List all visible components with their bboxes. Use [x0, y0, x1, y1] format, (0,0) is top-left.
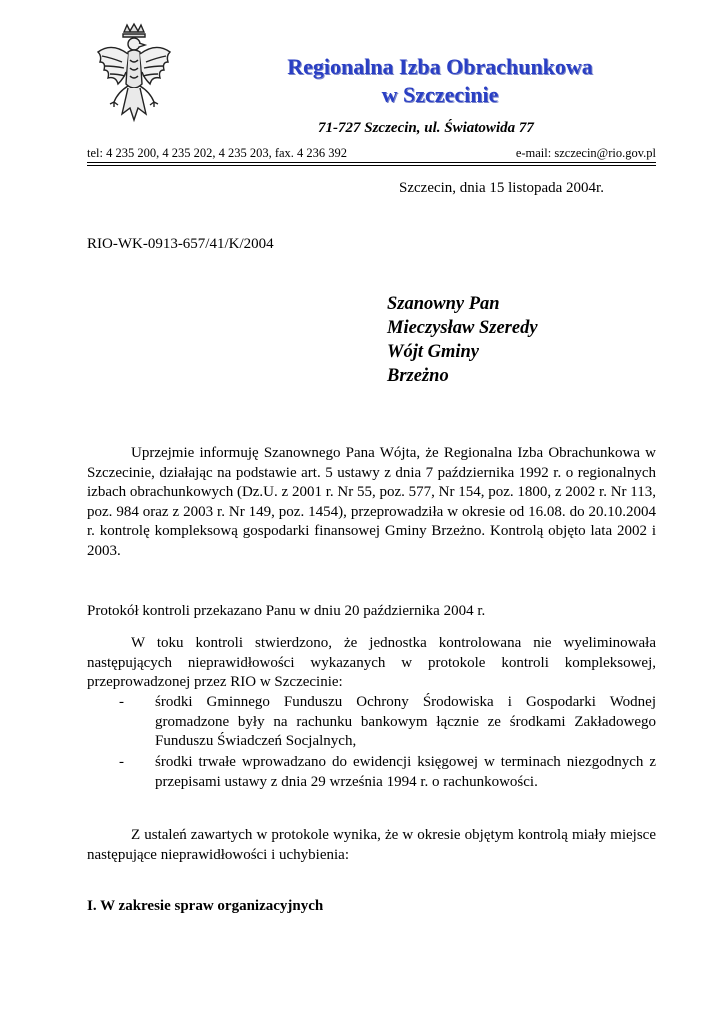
contact-email: e-mail: szczecin@rio.gov.pl [515, 146, 656, 160]
bullet-dash: - [119, 694, 124, 710]
body-paragraph-findings: W toku kontroli stwierdzono, że jednostka kontrolowana nie wyeliminowała następujących nieprawidłowości wykazanych w protokole kontroli kompleksowej, przeprowadzonej przez RIO w Szczecinie: [87, 635, 656, 690]
addressee-place: Brzeżno [387, 366, 449, 386]
list-item [87, 693, 656, 753]
institution-address: 71-727 Szczecin, ul. Światowida 77 [318, 120, 534, 136]
body-paragraph-protocol: Protokół kontroli przekazano Panu w dniu 20 października 2004 r. [87, 603, 486, 619]
body-paragraph-irregularities: Z ustaleń zawartych w protokole wynika, że w okresie objętym kontrolą miały miejsce następujące nieprawidłowości i uchybienia: [87, 827, 656, 863]
header-divider [87, 162, 656, 163]
eagle-emblem-icon [92, 22, 176, 134]
addressee-position: Wójt Gminy [387, 342, 479, 362]
contact-phones: tel: 4 235 200, 4 235 202, 4 235 203, fax. 4 236 392 [87, 146, 348, 160]
list-item-text: środki Gminnego Funduszu Ochrony Środowiska i Gospodarki Wodnej gromadzone były na rachunku bankowym łącznie ze środkami Zakładowego Funduszu Świadczeń Socjalnych, [155, 694, 656, 749]
list-item [87, 753, 656, 813]
addressee-salutation: Szanowny Pan [387, 294, 500, 314]
bullet-dash: - [119, 754, 124, 770]
institution-name: Regionalna Izba Obrachunkowa [287, 54, 593, 79]
reference-number: RIO-WK-0913-657/41/K/2004 [87, 236, 274, 252]
addressee-name: Mieczysław Szeredy [387, 318, 538, 338]
header-divider [87, 165, 656, 166]
institution-city: w Szczecinie [381, 82, 499, 107]
section-heading: I. W zakresie spraw organizacyjnych [87, 898, 324, 914]
body-paragraph-intro: Uprzejmie informuję Szanownego Pana Wójta, że Regionalna Izba Obrachunkowa w Szczecinie, działając na podstawie art. 5 ustawy z dnia 7 października 1992 r. o regionalnych izbach obrachunkowych (Dz.U. z 2001 r. Nr 55, poz. 577, Nr 154, poz. 1800, z 2002 r. Nr 113, poz. 984 oraz z 2003 r. Nr 149, poz. 1454), przeprowadziła w okresie od 16.08. do 20.10.2004 r. kontrolę kompleksową gospodarki finansowej Gminy Brzeżno. Kontrolą objęto lata 2002 i 2003. [87, 445, 656, 559]
list-item-text: środki trwałe wprowadzano do ewidencji księgowej w terminach niezgodnych z przepisami ustawy z dnia 29 września 1994 r. o rachunkowości. [155, 754, 656, 790]
letter-date: Szczecin, dnia 15 listopada 2004r. [399, 180, 604, 196]
